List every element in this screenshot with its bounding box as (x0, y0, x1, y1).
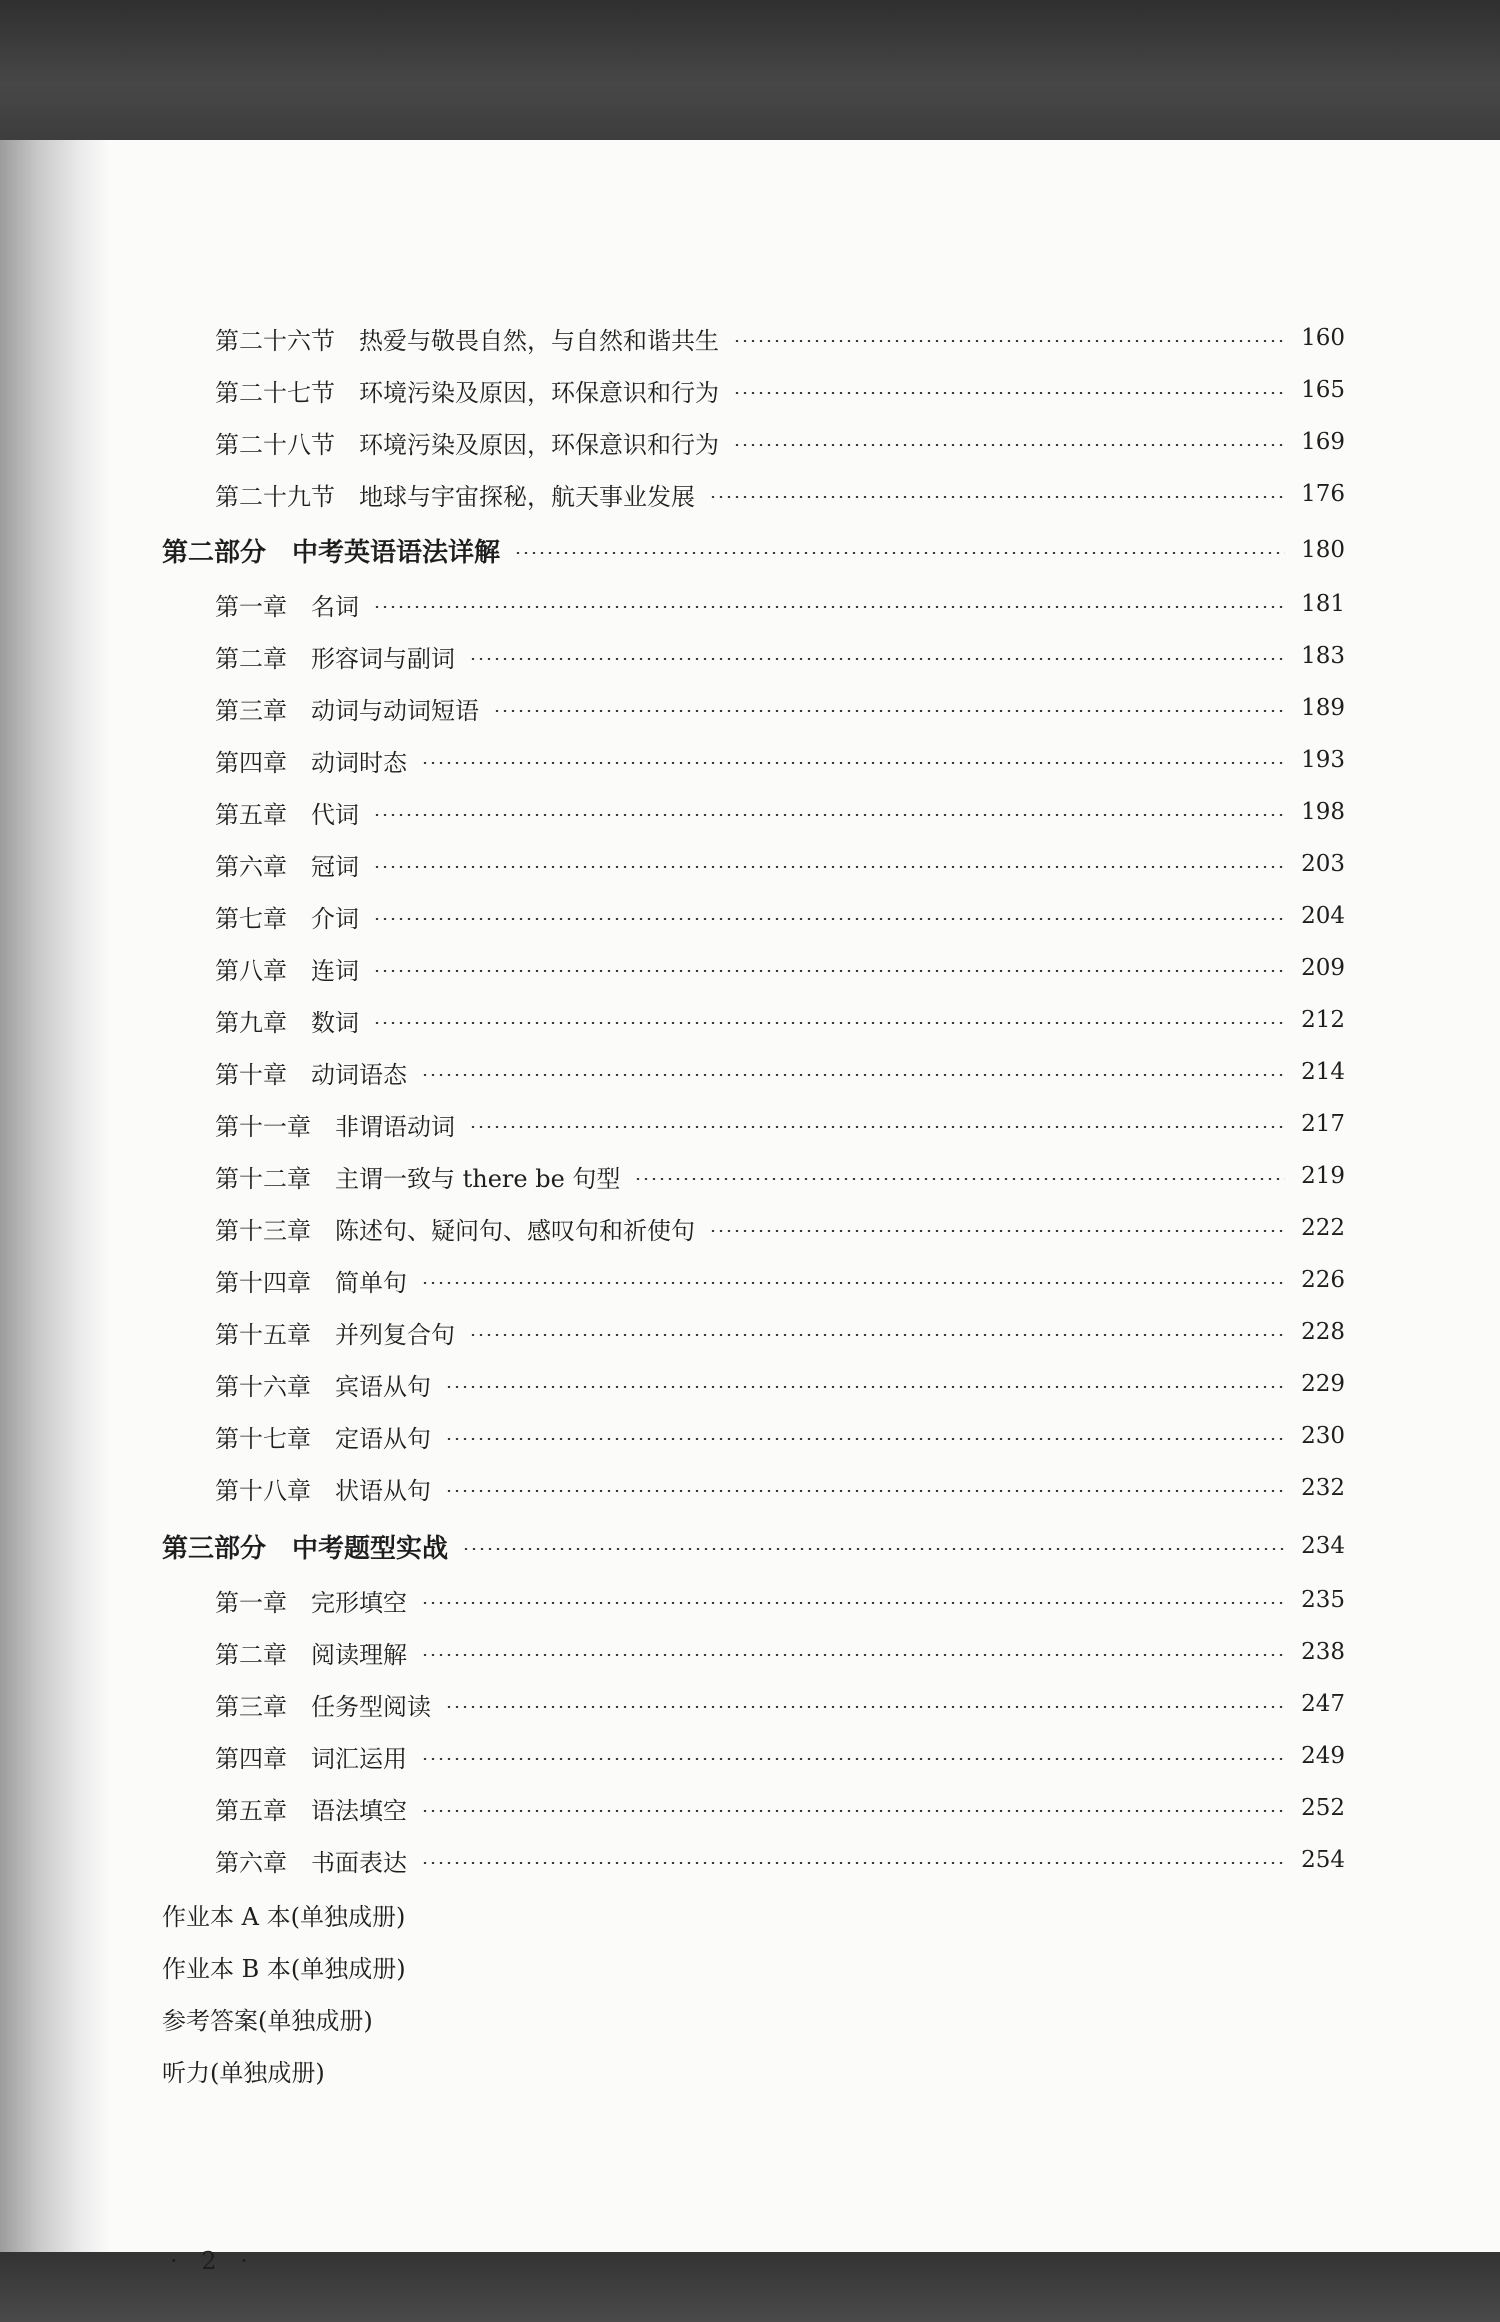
dot-leader (421, 1602, 1285, 1604)
toc-entry-part2-chapter-7 (215, 890, 1345, 942)
entry-number: 第二十七节 (215, 378, 335, 407)
entry-title: 语法填空 (311, 1796, 407, 1825)
dot-leader (709, 496, 1285, 498)
toc-entry-part2-chapter-10 (215, 1046, 1345, 1098)
dot-leader (373, 606, 1285, 608)
dot-leader (373, 970, 1285, 972)
entry-number: 第二十六节 (215, 326, 335, 355)
entry-page-number: 232 (1301, 1475, 1345, 1501)
entry-title: 简单句 (335, 1268, 407, 1297)
dot-leader (469, 1126, 1285, 1128)
entry-number: 第六章 (215, 852, 287, 881)
part-title: 中考题型实战 (292, 1533, 449, 1564)
entry-title: 听力(单独成册) (162, 2058, 325, 2087)
toc-entry-part2-chapter-8 (215, 942, 1345, 994)
dot-leader (445, 1706, 1285, 1708)
dot-leader (445, 1490, 1285, 1492)
entry-page-number: 238 (1301, 1639, 1345, 1665)
toc-entry-part3-chapter-3 (215, 1678, 1345, 1730)
entry-number: 第五章 (215, 1796, 287, 1825)
dot-leader (421, 762, 1285, 764)
entry-number: 第十四章 (215, 1268, 311, 1297)
toc-entry-part2-chapter-9 (215, 994, 1345, 1046)
toc-entry-section-28 (215, 416, 1345, 468)
dot-leader (445, 1386, 1285, 1388)
dot-leader (421, 1074, 1285, 1076)
entry-number: 第十章 (215, 1060, 287, 1089)
part-page-number: 234 (1301, 1533, 1345, 1559)
entry-page-number: 198 (1301, 799, 1345, 825)
entry-page-number: 222 (1301, 1215, 1345, 1241)
entry-title: 并列复合句 (335, 1320, 455, 1349)
entry-title: 数词 (311, 1008, 359, 1037)
toc-entry-section-26 (215, 312, 1345, 364)
toc-entry-part3-chapter-5 (215, 1782, 1345, 1834)
entry-title: 参考答案(单独成册) (162, 2006, 373, 2035)
entry-page-number: 183 (1301, 643, 1345, 669)
entry-page-number: 252 (1301, 1795, 1345, 1821)
dot-leader (634, 1178, 1285, 1180)
entry-title: 环境污染及原因，环保意识和行为 (359, 378, 719, 407)
entry-title: 热爱与敬畏自然，与自然和谐共生 (359, 326, 719, 355)
entry-page-number: 219 (1301, 1163, 1345, 1189)
entry-title: 书面表达 (311, 1848, 407, 1877)
entry-number: 第四章 (215, 748, 287, 777)
toc-entry-workbook-b (162, 1940, 962, 1992)
entry-title: 状语从句 (335, 1476, 431, 1505)
toc-entry-part2-chapter-1 (215, 578, 1345, 630)
entry-page-number: 247 (1301, 1691, 1345, 1717)
entry-page-number: 249 (1301, 1743, 1345, 1769)
toc-entry-part2-chapter-17 (215, 1410, 1345, 1462)
entry-number: 第九章 (215, 1008, 287, 1037)
entry-number: 第十三章 (215, 1216, 311, 1245)
entry-page-number: 235 (1301, 1587, 1345, 1613)
entry-number: 第二章 (215, 1640, 287, 1669)
entry-number: 第十一章 (215, 1112, 311, 1141)
entry-page-number: 230 (1301, 1423, 1345, 1449)
toc-entry-part2-chapter-18 (215, 1462, 1345, 1514)
entry-title: 作业本 B 本(单独成册) (162, 1954, 406, 1983)
entry-number: 第二十九节 (215, 482, 335, 511)
toc-entry-part2-chapter-15 (215, 1306, 1345, 1358)
entry-number: 第三章 (215, 696, 287, 725)
entry-number: 第十五章 (215, 1320, 311, 1349)
entry-page-number: 169 (1301, 429, 1345, 455)
entry-page-number: 217 (1301, 1111, 1345, 1137)
toc-entry-part3-chapter-1 (215, 1574, 1345, 1626)
toc-entry-section-29 (215, 468, 1345, 520)
toc-part-3-heading (162, 1520, 1345, 1572)
dot-leader (421, 1282, 1285, 1284)
toc-entry-part2-chapter-4 (215, 734, 1345, 786)
toc-entry-answers (162, 1992, 962, 2044)
book-page (0, 140, 1500, 2275)
toc-entry-part3-chapter-2 (215, 1626, 1345, 1678)
entry-page-number: 193 (1301, 747, 1345, 773)
entry-number: 第十二章 (215, 1164, 311, 1193)
entry-number: 第二章 (215, 644, 287, 673)
entry-title: 介词 (311, 904, 359, 933)
toc-entry-part2-chapter-11 (215, 1098, 1345, 1150)
entry-title: 非谓语动词 (335, 1112, 455, 1141)
dot-leader (373, 1022, 1285, 1024)
entry-number: 第四章 (215, 1744, 287, 1773)
entry-number: 第一章 (215, 592, 287, 621)
dot-leader (709, 1230, 1285, 1232)
entry-title: 动词语态 (311, 1060, 407, 1089)
toc-entry-part2-chapter-14 (215, 1254, 1345, 1306)
entry-page-number: 176 (1301, 481, 1345, 507)
dot-leader (733, 444, 1285, 446)
toc-entry-part3-chapter-4 (215, 1730, 1345, 1782)
entry-number: 第十六章 (215, 1372, 311, 1401)
entry-number: 第一章 (215, 1588, 287, 1617)
dot-leader (421, 1758, 1285, 1760)
entry-title: 连词 (311, 956, 359, 985)
entry-number: 第三章 (215, 1692, 287, 1721)
entry-page-number: 209 (1301, 955, 1345, 981)
entry-title: 作业本 A 本(单独成册) (162, 1902, 406, 1931)
toc-entry-part2-chapter-3 (215, 682, 1345, 734)
entry-page-number: 254 (1301, 1847, 1345, 1873)
entry-page-number: 204 (1301, 903, 1345, 929)
entry-page-number: 212 (1301, 1007, 1345, 1033)
part-page-number: 180 (1301, 537, 1345, 563)
entry-title: 动词时态 (311, 748, 407, 777)
entry-title: 阅读理解 (311, 1640, 407, 1669)
spine-shadow (0, 140, 110, 2252)
dot-leader (445, 1438, 1285, 1440)
entry-title: 完形填空 (311, 1588, 407, 1617)
dot-leader (373, 814, 1285, 816)
entry-number: 第十七章 (215, 1424, 311, 1453)
entry-page-number: 214 (1301, 1059, 1345, 1085)
entry-title: 任务型阅读 (311, 1692, 431, 1721)
dot-leader (373, 918, 1285, 920)
dot-leader (462, 1548, 1285, 1550)
dot-leader (421, 1862, 1285, 1864)
dot-leader (514, 552, 1285, 554)
toc-entry-part2-chapter-6 (215, 838, 1345, 890)
toc-entry-section-27 (215, 364, 1345, 416)
toc-part-2-heading (162, 524, 1345, 576)
entry-title: 地球与宇宙探秘，航天事业发展 (359, 482, 695, 511)
part-title: 中考英语语法详解 (292, 537, 501, 568)
entry-title: 冠词 (311, 852, 359, 881)
entry-page-number: 228 (1301, 1319, 1345, 1345)
entry-title: 词汇运用 (311, 1744, 407, 1773)
entry-title: 环境污染及原因，环保意识和行为 (359, 430, 719, 459)
entry-page-number: 229 (1301, 1371, 1345, 1397)
entry-page-number: 226 (1301, 1267, 1345, 1293)
entry-page-number: 165 (1301, 377, 1345, 403)
entry-title: 主谓一致与 there be 句型 (335, 1164, 621, 1193)
entry-title: 代词 (311, 800, 359, 829)
entry-title: 定语从句 (335, 1424, 431, 1453)
entry-title: 陈述句、疑问句、感叹句和祈使句 (335, 1216, 695, 1245)
entry-number: 第二十八节 (215, 430, 335, 459)
entry-number: 第五章 (215, 800, 287, 829)
page-number-folio: · 2 · (170, 2247, 256, 2275)
dot-leader (469, 1334, 1285, 1336)
entry-title: 动词与动词短语 (311, 696, 479, 725)
part-number: 第三部分 (162, 1533, 267, 1564)
dot-leader (469, 658, 1285, 660)
dot-leader (421, 1654, 1285, 1656)
toc-entry-part2-chapter-13 (215, 1202, 1345, 1254)
toc-entry-part2-chapter-16 (215, 1358, 1345, 1410)
dot-leader (421, 1810, 1285, 1812)
entry-number: 第八章 (215, 956, 287, 985)
entry-title: 宾语从句 (335, 1372, 431, 1401)
toc-entry-listening (162, 2044, 962, 2096)
dot-leader (493, 710, 1285, 712)
toc-entry-workbook-a (162, 1888, 962, 1940)
entry-number: 第十八章 (215, 1476, 311, 1505)
toc-entry-part3-chapter-6 (215, 1834, 1345, 1886)
entry-page-number: 181 (1301, 591, 1345, 617)
toc-entry-part2-chapter-12 (215, 1150, 1345, 1202)
toc-entry-part2-chapter-2 (215, 630, 1345, 682)
entry-page-number: 203 (1301, 851, 1345, 877)
entry-page-number: 160 (1301, 325, 1345, 351)
entry-page-number: 189 (1301, 695, 1345, 721)
dot-leader (733, 340, 1285, 342)
part-number: 第二部分 (162, 537, 267, 568)
dot-leader (373, 866, 1285, 868)
entry-title: 名词 (311, 592, 359, 621)
toc-entry-part2-chapter-5 (215, 786, 1345, 838)
entry-title: 形容词与副词 (311, 644, 455, 673)
top-scanner-band (0, 0, 1500, 140)
entry-number: 第七章 (215, 904, 287, 933)
dot-leader (733, 392, 1285, 394)
entry-number: 第六章 (215, 1848, 287, 1877)
